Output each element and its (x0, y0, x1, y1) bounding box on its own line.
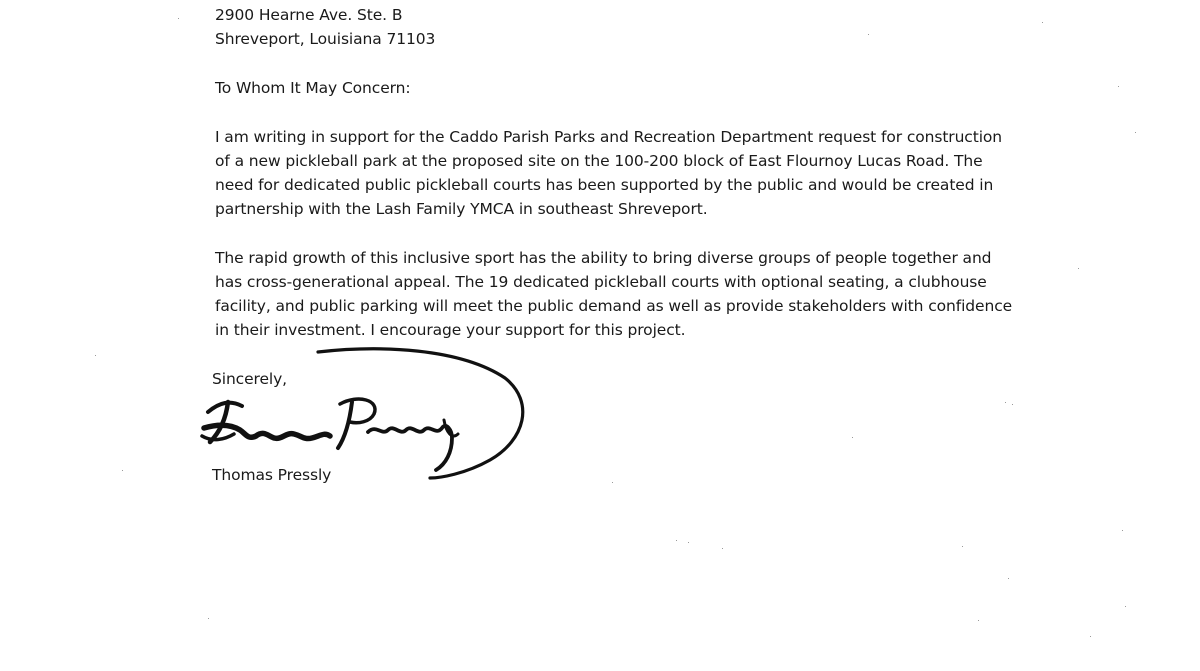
paragraph-2-line: has cross-generational appeal. The 19 dedicated pickleball courts with optional seating, a clubhouse (215, 273, 987, 291)
address-line-1: 2900 Hearne Ave. Ste. B (215, 6, 403, 24)
scan-speck (688, 542, 689, 543)
scan-speck (1122, 530, 1123, 531)
scan-speck (1042, 22, 1043, 23)
paragraph-2-line: in their investment. I encourage your support for this project. (215, 321, 686, 339)
scan-speck (178, 18, 179, 19)
scan-speck (722, 548, 723, 549)
scan-speck (1090, 636, 1091, 637)
signer-name: Thomas Pressly (212, 466, 332, 484)
paragraph-1-line: need for dedicated public pickleball courts has been supported by the public and would be created in (215, 176, 994, 194)
scan-speck (1008, 578, 1009, 579)
scan-speck (852, 437, 853, 438)
scan-speck (1125, 606, 1126, 607)
scan-speck (868, 34, 869, 35)
scan-speck (978, 620, 979, 621)
scan-speck (962, 546, 963, 547)
address-line-2: Shreveport, Louisiana 71103 (215, 30, 436, 48)
closing: Sincerely, (212, 370, 288, 388)
scan-speck (1005, 402, 1006, 403)
scan-speck (1118, 86, 1119, 87)
scan-speck (122, 470, 123, 471)
scan-speck (208, 618, 209, 619)
paragraph-2-line: The rapid growth of this inclusive sport has the ability to bring diverse groups of people together and (215, 249, 992, 267)
salutation: To Whom It May Concern: (215, 79, 411, 97)
paragraph-1-line: I am writing in support for the Caddo Parish Parks and Recreation Department request for construction (215, 128, 1003, 146)
scan-speck (1012, 404, 1013, 405)
scan-speck (612, 482, 613, 483)
paragraph-1-line: partnership with the Lash Family YMCA in southeast Shreveport. (215, 200, 708, 218)
scan-speck (1135, 132, 1136, 133)
paragraph-2-line: facility, and public parking will meet the public demand as well as provide stakeholders with confidence (215, 297, 1013, 315)
paragraph-2 (215, 246, 1045, 342)
paragraph-1-line: of a new pickleball park at the proposed site on the 100-200 block of East Flournoy Lucas Road. The (215, 152, 983, 170)
scan-speck (676, 540, 677, 541)
paragraph-1 (215, 125, 1045, 221)
scan-speck (1078, 268, 1079, 269)
scan-speck (95, 355, 96, 356)
